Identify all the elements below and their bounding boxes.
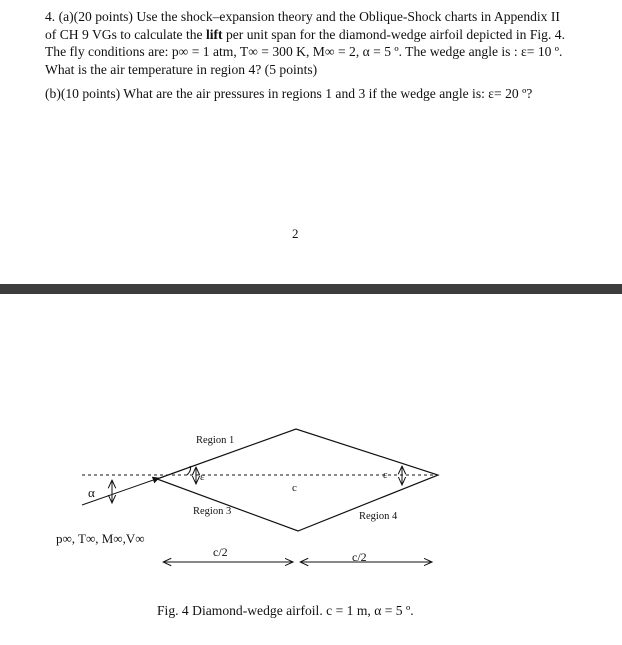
diamond-wedge-figure — [0, 295, 622, 645]
chord-label: c — [292, 482, 297, 494]
part-a-line-1: 4. (a)(20 points) Use the shock–expansion theory and the Oblique-Shock charts in Appendix II — [45, 9, 560, 24]
freestream-conditions: p∞, T∞, M∞,V∞ — [56, 531, 145, 546]
epsilon-label-leading: ε — [200, 471, 205, 483]
epsilon-label-trailing: ε — [383, 469, 388, 481]
part-a-line-2-end: per unit span for the diamond-wedge airfoil depicted in Fig. 4. — [222, 26, 565, 42]
figure-caption: Fig. 4 Diamond-wedge airfoil. c = 1 m, α = 5 º. — [157, 603, 414, 618]
half-chord-label-left: c/2 — [213, 545, 228, 559]
part-b: (b)(10 points) What are the air pressures in regions 1 and 3 if the wedge angle is: ε= 20 º? — [45, 86, 533, 101]
problem-statement — [45, 8, 605, 103]
page-divider — [0, 284, 622, 294]
region-1-label: Region 1 — [196, 435, 235, 446]
part-a-line-3: The fly conditions are: p∞ = 1 atm, T∞ = 300 K, M∞ = 2, α = 5 º. The wedge angle is : ε= 10 º. — [45, 44, 563, 59]
part-a-line-2 — [45, 26, 605, 44]
region-3-label: Region 3 — [193, 506, 232, 517]
part-a-line-2-start: of CH 9 VGs to calculate the — [45, 26, 206, 42]
alpha-label: α — [88, 485, 95, 500]
region-4-label: Region 4 — [359, 511, 398, 522]
half-chord-label-right: c/2 — [352, 550, 367, 564]
page-number: 2 — [292, 226, 299, 241]
part-a-line-4: What is the air temperature in region 4? (5 points) — [45, 61, 318, 77]
lift-keyword: lift — [205, 26, 223, 42]
